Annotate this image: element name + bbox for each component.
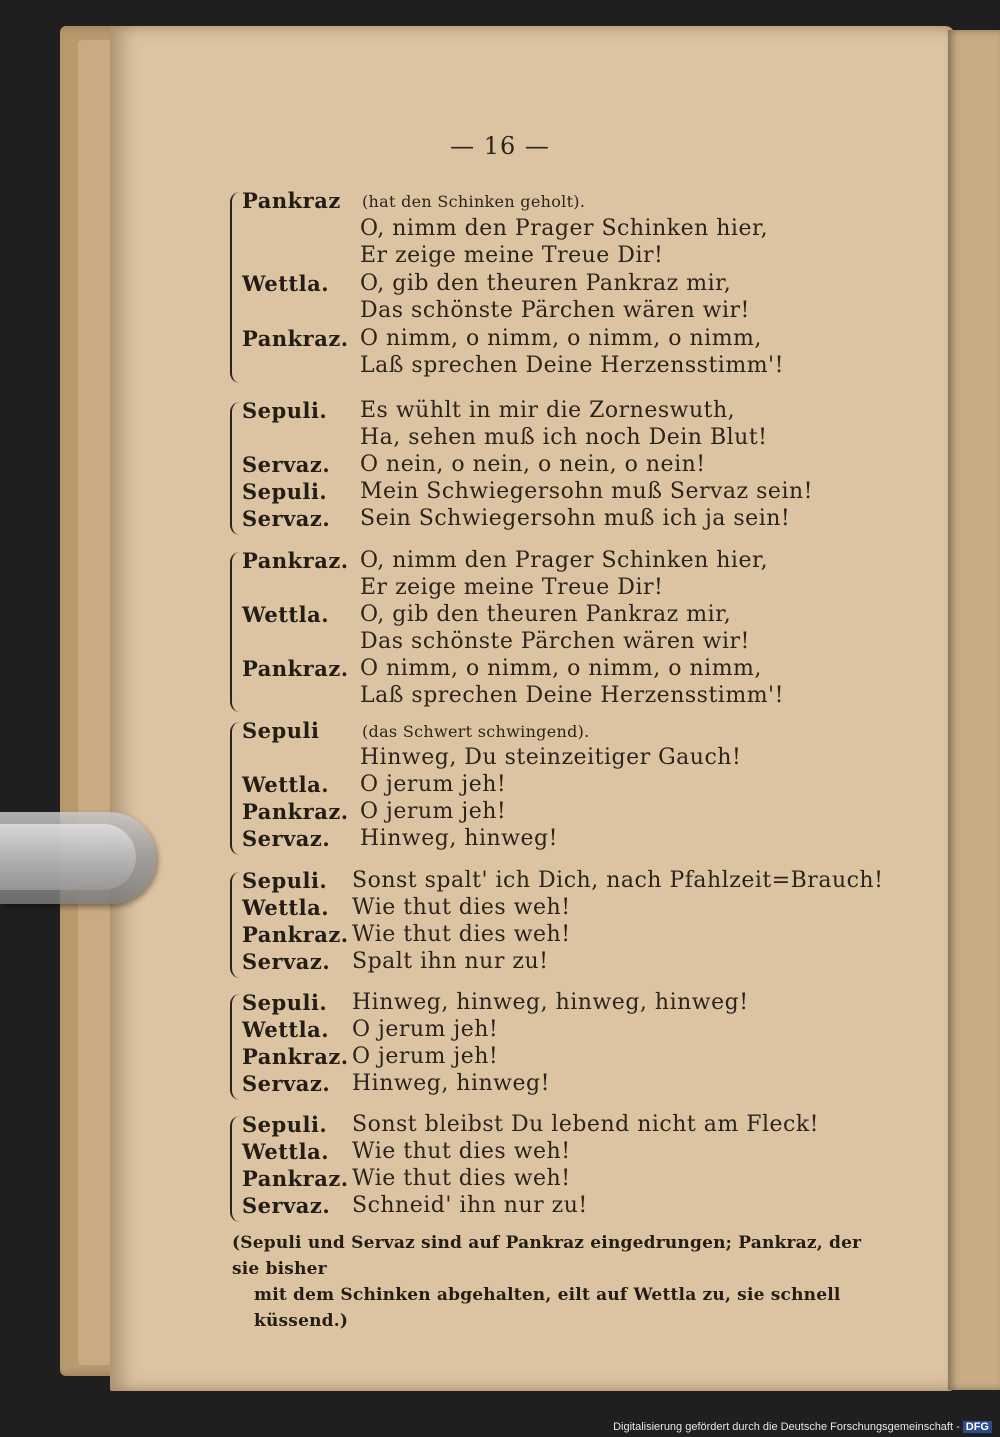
speaker-name: Servaz. bbox=[242, 1193, 331, 1218]
verse-line: Er zeige meine Treue Dir! bbox=[360, 243, 664, 268]
verse-line: Mein Schwiegersohn muß Servaz sein! bbox=[360, 479, 813, 504]
verse-line: O, gib den theuren Pankraz mir, bbox=[360, 602, 732, 627]
verse-line: Wie thut dies weh! bbox=[352, 922, 571, 947]
speaker-name: Pankraz. bbox=[242, 799, 349, 824]
verse-line: Laß sprechen Deine Herzensstimm'! bbox=[360, 353, 784, 378]
speaker-name: Sepuli. bbox=[242, 868, 328, 893]
speaker-bracket bbox=[230, 722, 242, 855]
speaker-bracket bbox=[230, 192, 242, 383]
glass-clip-highlight bbox=[0, 824, 136, 890]
speaker-name: Servaz. bbox=[242, 949, 331, 974]
speaker-name: Wettla. bbox=[242, 1139, 330, 1164]
speaker-name: Sepuli. bbox=[242, 1112, 328, 1137]
speaker-name: Pankraz bbox=[242, 188, 341, 213]
verse-line: Es wühlt in mir die Zorneswuth, bbox=[360, 398, 736, 423]
verse-line: O jerum jeh! bbox=[360, 799, 507, 824]
verse-line: Spalt ihn nur zu! bbox=[352, 949, 549, 974]
verse-line: O, gib den theuren Pankraz mir, bbox=[360, 270, 732, 296]
speaker-bracket bbox=[230, 1116, 242, 1222]
verse-line: O, nimm den Prager Schinken hier, bbox=[360, 548, 769, 573]
speaker-name: Wettla. bbox=[242, 895, 330, 920]
verse-line: Hinweg, Du steinzeitiger Gauch! bbox=[360, 745, 742, 770]
speaker-name: Pankraz. bbox=[242, 1166, 349, 1191]
speaker-name: Servaz. bbox=[242, 506, 331, 531]
speaker-name: Wettla. bbox=[242, 1017, 330, 1042]
speaker-name: Servaz. bbox=[242, 1071, 331, 1096]
verse-line: O jerum jeh! bbox=[360, 772, 507, 797]
speaker-name: Wettla. bbox=[242, 270, 330, 296]
adjacent-page-edge bbox=[948, 30, 1000, 1390]
speaker-name: Pankraz. bbox=[242, 548, 349, 573]
speaker-bracket bbox=[230, 872, 242, 978]
verse-line: Wie thut dies weh! bbox=[352, 1139, 571, 1164]
speaker-name: Pankraz. bbox=[242, 656, 349, 681]
speaker-name: Sepuli. bbox=[242, 398, 328, 423]
speaker-name: Pankraz. bbox=[242, 922, 349, 947]
speaker-name: Sepuli bbox=[242, 718, 320, 743]
verse-line: O jerum jeh! bbox=[352, 1044, 499, 1069]
page-number: — 16 — bbox=[450, 132, 550, 160]
stage-direction-line-1: (Sepuli und Servaz sind auf Pankraz eingedrungen; Pankraz, der sie bisher bbox=[232, 1233, 862, 1279]
speaker-name: Wettla. bbox=[242, 772, 330, 797]
verse-line: Sonst bleibst Du lebend nicht am Fleck! bbox=[352, 1112, 820, 1137]
speaker-bracket bbox=[230, 402, 242, 535]
verse-line: Schneid' ihn nur zu! bbox=[352, 1193, 588, 1218]
verse-line: Ha, sehen muß ich noch Dein Blut! bbox=[360, 425, 768, 450]
speaker-bracket bbox=[230, 552, 242, 712]
verse-line: O nimm, o nimm, o nimm, o nimm, bbox=[360, 325, 762, 351]
speaker-bracket bbox=[230, 994, 242, 1100]
stage-direction: (das Schwert schwingend). bbox=[362, 722, 590, 741]
verse-line: Wie thut dies weh! bbox=[352, 895, 571, 920]
verse-line: Hinweg, hinweg, hinweg, hinweg! bbox=[352, 990, 749, 1015]
speaker-name: Pankraz. bbox=[242, 1044, 349, 1069]
verse-line: Sein Schwiegersohn muß ich ja sein! bbox=[360, 506, 791, 531]
speaker-name: Sepuli. bbox=[242, 479, 328, 504]
dfg-logo: DFG bbox=[963, 1421, 992, 1433]
digitization-credit bbox=[613, 1421, 992, 1433]
verse-line: Das schönste Pärchen wären wir! bbox=[360, 629, 750, 654]
speaker-name: Sepuli. bbox=[242, 990, 328, 1015]
stage-direction-note bbox=[232, 1230, 872, 1334]
stage-direction-line-2: mit dem Schinken abgehalten, eilt auf Wettla zu, sie schnell küssend.) bbox=[254, 1285, 841, 1331]
stage-direction: (hat den Schinken geholt). bbox=[362, 192, 586, 211]
verse-line: Hinweg, hinweg! bbox=[352, 1071, 550, 1096]
credit-text: Digitalisierung gefördert durch die Deutsche Forschungsgemeinschaft - bbox=[613, 1421, 960, 1433]
verse-line: Das schönste Pärchen wären wir! bbox=[360, 298, 750, 323]
speaker-name: Pankraz. bbox=[242, 325, 349, 351]
verse-line: Wie thut dies weh! bbox=[352, 1166, 571, 1191]
verse-line: Laß sprechen Deine Herzensstimm'! bbox=[360, 683, 784, 708]
speaker-name: Servaz. bbox=[242, 826, 331, 851]
verse-line: O nein, o nein, o nein, o nein! bbox=[360, 452, 706, 477]
verse-line: Er zeige meine Treue Dir! bbox=[360, 575, 664, 600]
verse-line: O nimm, o nimm, o nimm, o nimm, bbox=[360, 656, 762, 681]
verse-line: Hinweg, hinweg! bbox=[360, 826, 558, 851]
verse-line: Sonst spalt' ich Dich, nach Pfahlzeit=Brauch! bbox=[352, 868, 884, 893]
verse-line: O, nimm den Prager Schinken hier, bbox=[360, 215, 769, 241]
speaker-name: Servaz. bbox=[242, 452, 331, 477]
verse-line: O jerum jeh! bbox=[352, 1017, 499, 1042]
speaker-name: Wettla. bbox=[242, 602, 330, 627]
